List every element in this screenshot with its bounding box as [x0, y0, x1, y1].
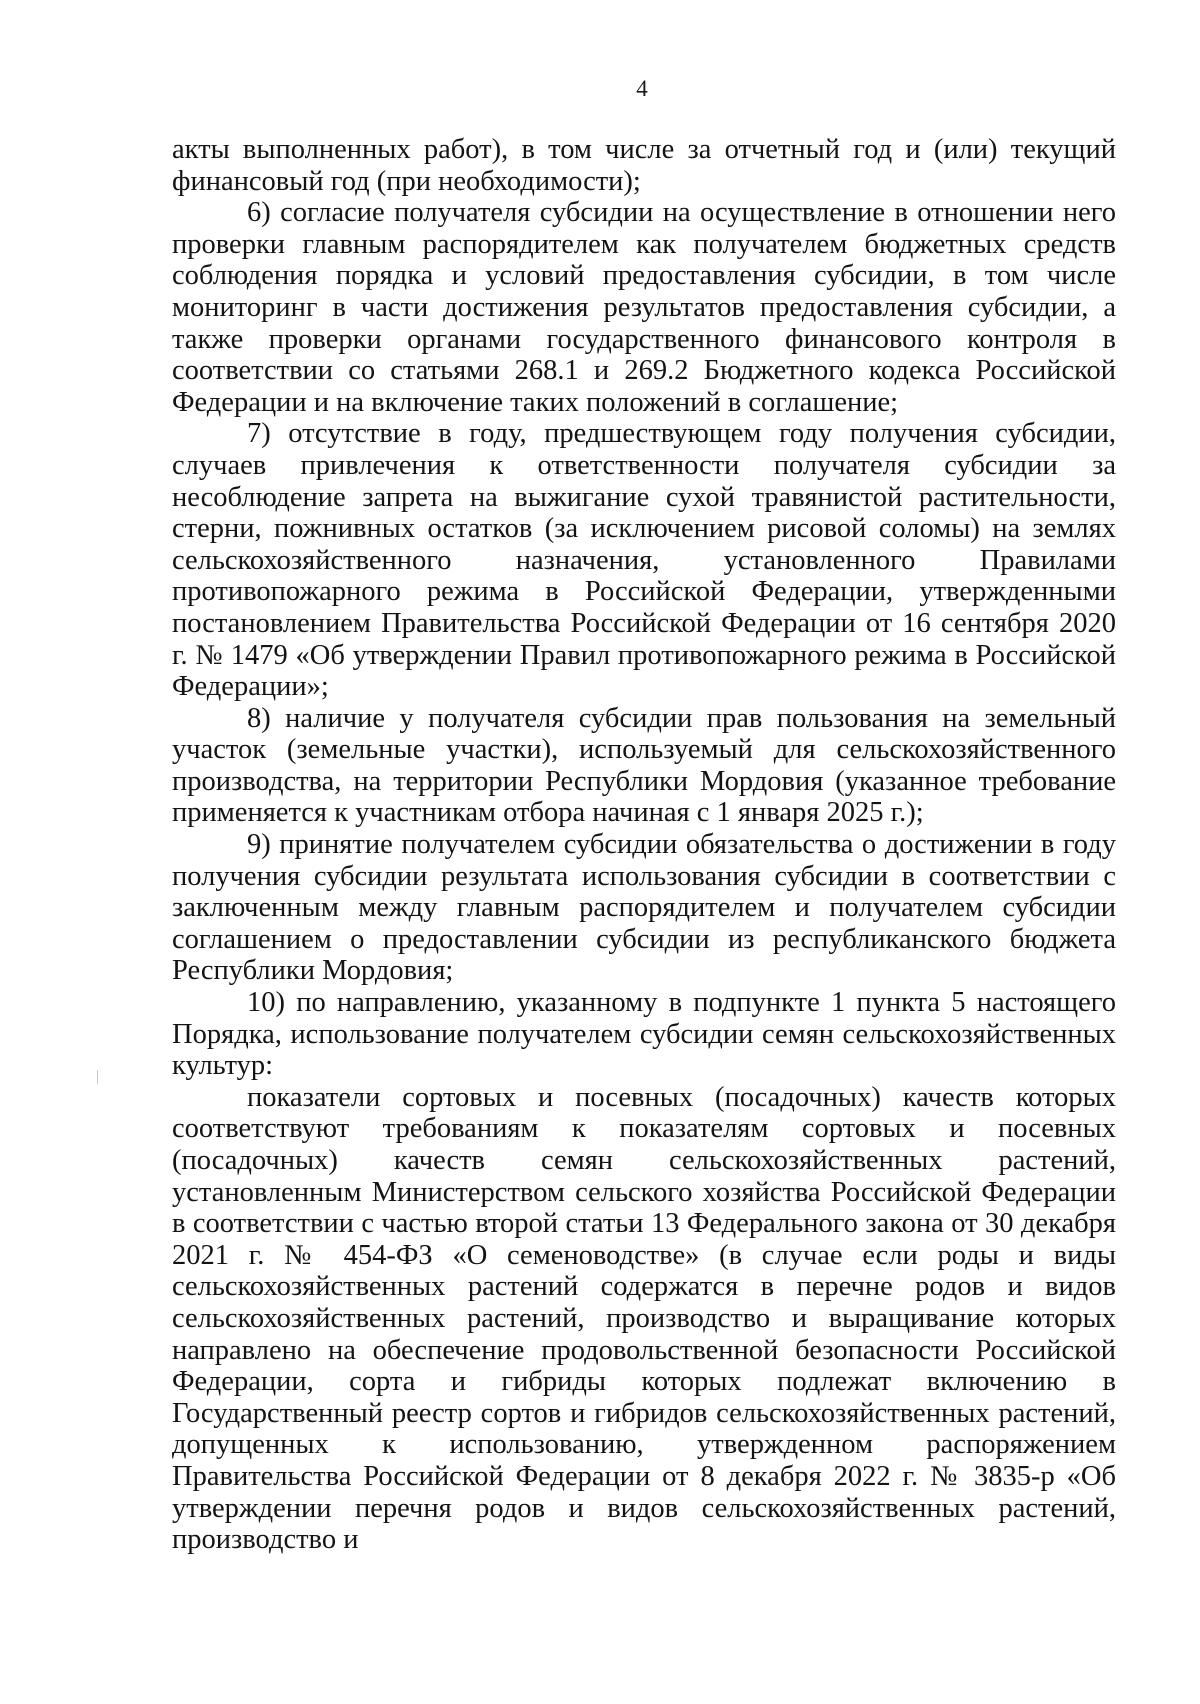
paragraph-item-8: 8) наличие у получателя субсидии прав пользования на земельный участок (земельные участки), используемый для сельскохозяйственного производства, на территории Республики Мордовия (указанное требование применяется к участникам отбора начиная с 1 января 2025 г.);	[172, 702, 1116, 829]
scan-artifact-mark	[97, 1070, 98, 1084]
page-number: 4	[636, 76, 648, 101]
paragraph-continuation: акты выполненных работ), в том числе за отчетный год и (или) текущий финансовый год (при необходимости);	[172, 134, 1116, 197]
document-body	[172, 134, 1116, 1556]
paragraph-item-9: 9) принятие получателем субсидии обязательства о достижении в году получения субсидии результата использования субсидии в соответствии с заключенным между главным распорядителем и получателем субсидии соглашением о предоставлении субсидии из республиканского бюджета Республики Мордовия;	[172, 829, 1116, 987]
paragraph-item-10: 10) по направлению, указанному в подпункте 1 пункта 5 настоящего Порядка, использование получателем субсидии семян сельскохозяйственных культур:	[172, 987, 1116, 1082]
paragraph-item-10-details: показатели сортовых и посевных (посадочных) качеств которых соответствуют требованиям к показателям сортовых и посевных (посадочных) качеств семян сельскохозяйственных растений, установленным Министерством сельского хозяйства Российской Федерации в соответствии с частью второй статьи 13 Федерального закона от 30 декабря 2021 г. № 454-ФЗ «О семеноводстве» (в случае если роды и виды сельскохозяйственных растений содержатся в перечне родов и видов сельскохозяйственных растений, производство и выращивание которых направлено на обеспечение продовольственной безопасности Российской Федерации, сорта и гибриды которых подлежат включению в Государственный реестр сортов и гибридов сельскохозяйственных растений, допущенных к использованию, утвержденном распоряжением Правительства Российской Федерации от 8 декабря 2022 г. № 3835-р «Об утверждении перечня родов и видов сельскохозяйственных растений, производство и	[172, 1081, 1116, 1556]
paragraph-item-7: 7) отсутствие в году, предшествующем году получения субсидии, случаев привлечения к ответственности получателя субсидии за несоблюдение запрета на выжигание сухой травянистой растительности, стерни, пожнивных остатков (за исключением рисовой соломы) на землях сельскохозяйственного назначения, установленного Правилами противопожарного режима в Российской Федерации, утвержденными постановлением Правительства Российской Федерации от 16 сентября 2020 г. № 1479 «Об утверждении Правил противопожарного режима в Российской Федерации»;	[172, 418, 1116, 703]
paragraph-item-6: 6) согласие получателя субсидии на осуществление в отношении него проверки главным распорядителем как получателем бюджетных средств соблюдения порядка и условий предоставления субсидии, в том числе мониторинг в части достижения результатов предоставления субсидии, а также проверки органами государственного финансового контроля в соответствии со статьями 268.1 и 269.2 Бюджетного кодекса Российской Федерации и на включение таких положений в соглашение;	[172, 197, 1116, 418]
